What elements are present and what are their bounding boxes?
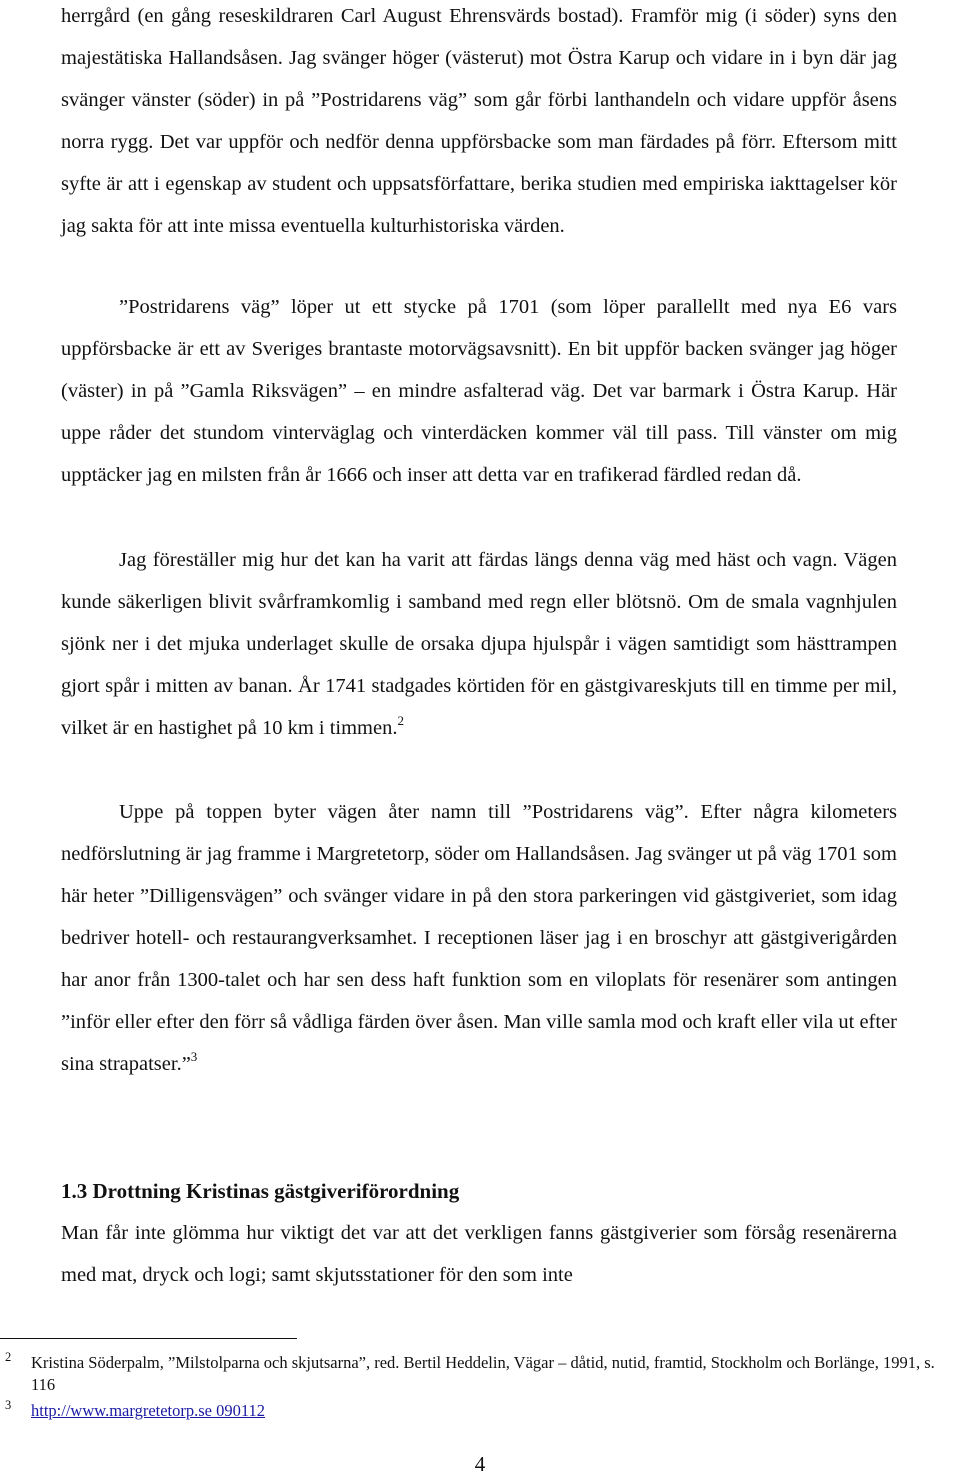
body-paragraph-3 xyxy=(61,539,897,749)
paragraph-text: Jag föreställer mig hur det kan ha varit att färdas längs denna väg med häst och vagn. Vägen kunde säkerligen blivit svårframkomlig i samband med regn eller blötsnö. Om de smala vagnhjulen sjönk ner i det mjuka underlaget skulle de orsaka djupa hjulspår i vägen samtidigt som hästtrampen gjort spår i mitten av banan. År 1741 stadgades körtiden för en gästgivareskjuts till en timme per mil, vilket är en hastighet på 10 km i timmen. xyxy=(61,549,897,739)
body-paragraph-5 xyxy=(61,1212,897,1296)
body-paragraph-2 xyxy=(61,286,897,496)
section-heading: 1.3 Drottning Kristinas gästgiveriförordning xyxy=(61,1179,460,1203)
footnote-number: 3 xyxy=(5,1398,12,1412)
footnote-reference-3[interactable]: 3 xyxy=(190,1049,198,1064)
footnote-separator xyxy=(0,1338,297,1339)
footnote-link[interactable]: http://www.margretetorp.se 090112 xyxy=(31,1401,266,1420)
footnote-number: 2 xyxy=(5,1350,12,1364)
body-paragraph-4 xyxy=(61,791,897,1085)
footnote-text: Kristina Söderpalm, ”Milstolparna och skjutsarna”, red. Bertil Heddelin, Vägar – dåtid, nutid, framtid, Stockholm och Borlänge, 1991, s. 116 xyxy=(31,1353,935,1394)
page-number: 4 xyxy=(474,1452,486,1476)
footnote-reference-2[interactable]: 2 xyxy=(397,713,404,728)
paragraph-text: Uppe på toppen byter vägen åter namn till ”Postridarens väg”. Efter några kilometers nedförslutning är jag framme i Margretetorp, söder om Hallandsåsen. Jag svänger ut på väg 1701 som här heter ”Dilligensvägen” och svänger vidare in på den stora parkeringen vid gästgiveriet, som idag bedriver hotell- och restaurangverksamhet. I receptionen läser jag i en broschyr att gästgiverigården har anor från 1300-talet och har sen dess haft funktion som en viloplats för resenärer som antingen ”inför eller efter den förr så vådliga färden över åsen. Man ville samla mod och kraft eller vila ut efter sina strapatser.” xyxy=(61,801,897,1075)
paragraph-text: Man får inte glömma hur viktigt det var att det verkligen fanns gästgiverier som försåg resenärerna med mat, dryck och logi; samt skjutsstationer för den som inte xyxy=(61,1222,897,1286)
body-paragraph-1 xyxy=(61,0,897,247)
paragraph-text: ”Postridarens väg” löper ut ett stycke på 1701 (som löper parallellt med nya E6 vars uppförsbacke är ett av Sveriges brantaste motorvägsavsnitt). En bit uppför backen svänger jag höger (väster) in på ”Gamla Riksvägen” – en mindre asfalterad väg. Det var barmark i Östra Karup. Här uppe råder det stundom vinterväglag och vinterdäcken kommer väl till pass. Till vänster om mig upptäcker jag en milsten från år 1666 och inser att detta var en trafikerad färdled redan då. xyxy=(61,296,897,486)
paragraph-text: herrgård (en gång reseskildraren Carl August Ehrensvärds bostad). Framför mig (i söder) syns den majestätiska Hallandsåsen. Jag svänger höger (västerut) mot Östra Karup och vidare in i byn där jag svänger vänster (söder) in på ”Postridarens väg” som går förbi lanthandeln och vidare uppför åsens norra rygg. Det var uppför och nedför denna uppförsbacke som man färdades på förr. Eftersom mitt syfte är att i egenskap av student och uppsatsförfattare, berika studien med empiriska iakttagelser kör jag sakta för att inte missa eventuella kulturhistoriska värden. xyxy=(61,5,897,237)
